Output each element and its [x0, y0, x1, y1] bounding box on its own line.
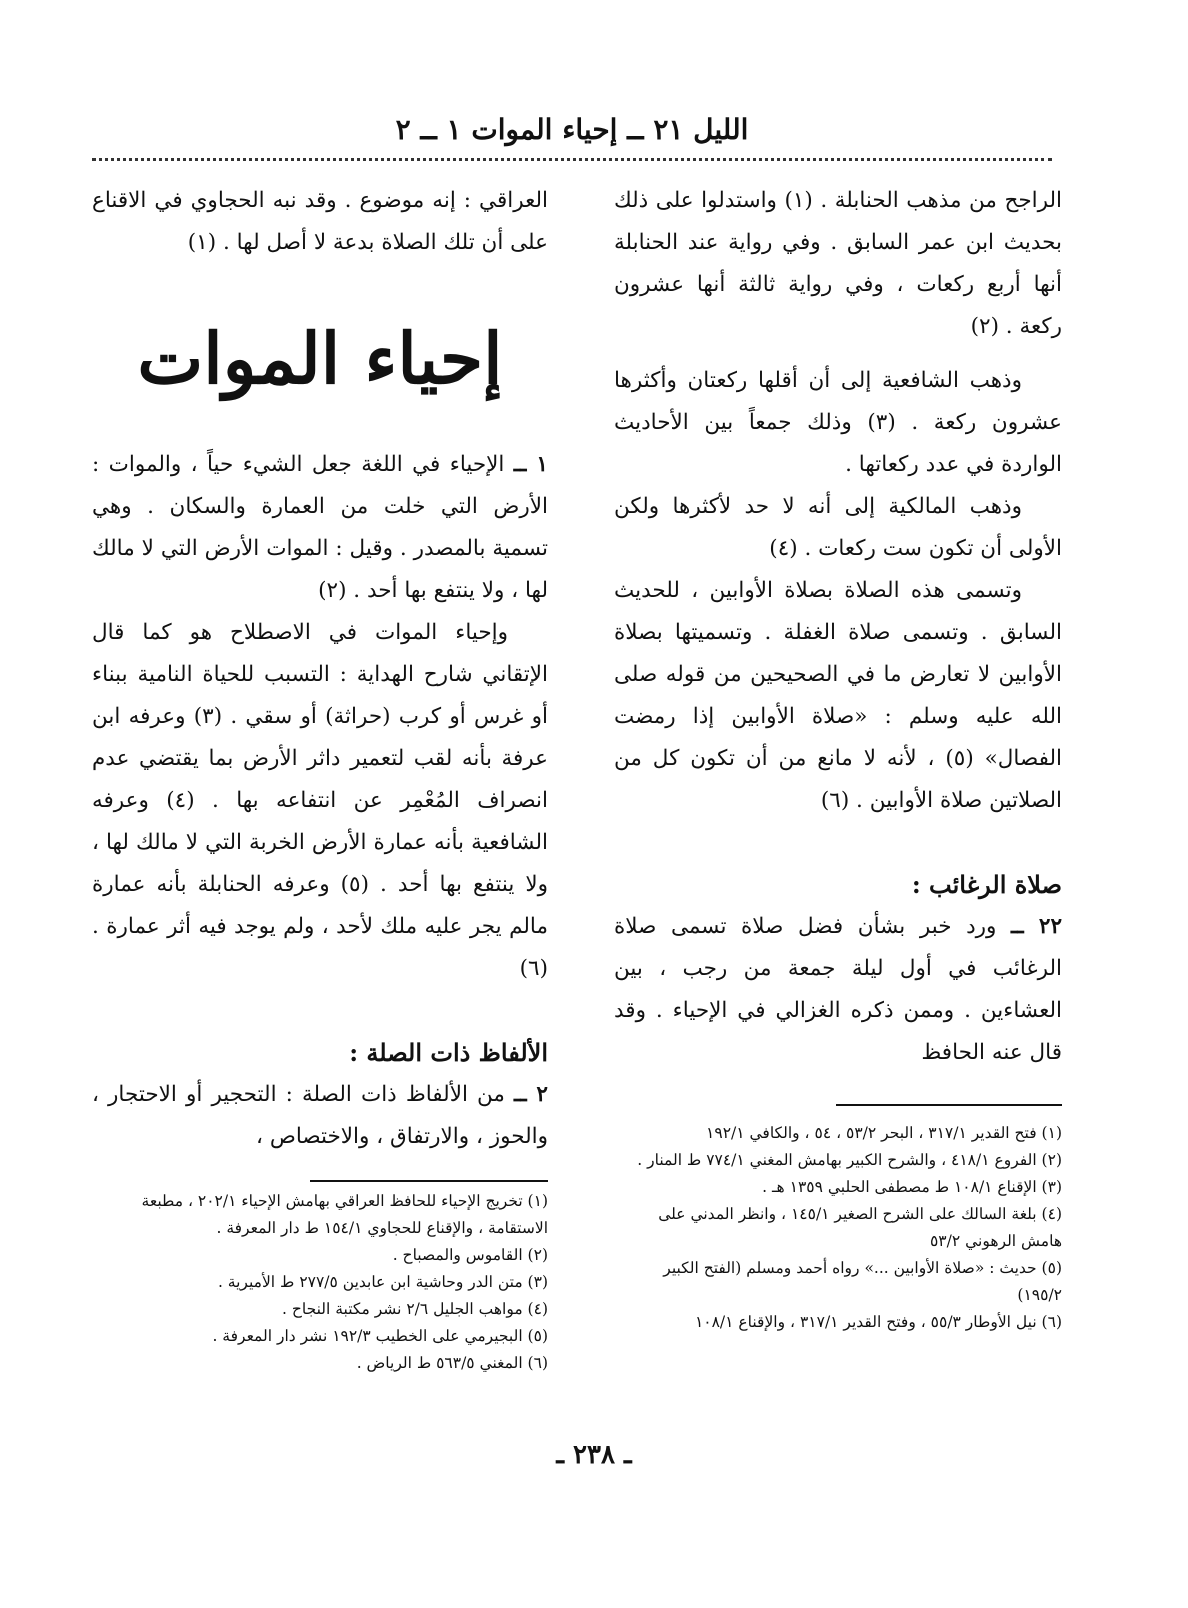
paragraph: الراجح من مذهب الحنابلة . (١) واستدلوا على ذلك بحديث ابن عمر السابق . وفي رواية عند الحنابلة أنها أربع ركعات ، وفي رواية ثالثة أنها عشرون ركعة . (٢)	[614, 188, 1062, 339]
footnote: (٢) القاموس والمصباح .	[392, 1246, 548, 1264]
footnote: (٥) حديث : «صلاة الأوابين ...» رواه أحمد ومسلم (الفتح الكبير ١٩٥/٢)	[663, 1259, 1062, 1304]
footnote: (٥) البجيرمي على الخطيب ١٩٢/٣ نشر دار المعرفة .	[212, 1327, 548, 1345]
footnote-rule	[836, 1104, 1062, 1106]
footnote: (١) فتح القدير ٣١٧/١ ، البحر ٥٣/٢ ، ٥٤ ، والكافي ١٩٢/١	[706, 1124, 1062, 1142]
chapter-title: إحياء الموات	[137, 317, 503, 400]
footnote: (٣) الإقناع ١٠٨/١ ط مصطفى الحلبي ١٣٥٩ هـ .	[762, 1178, 1062, 1196]
header-dotted-divider	[92, 158, 1052, 161]
paragraph-number: ٢ ــ	[514, 1082, 548, 1107]
paragraph: وذهب المالكية إلى أنه لا حد لأكثرها ولكن الأولى أن تكون ست ركعات . (٤)	[614, 494, 1062, 561]
footnote-rule	[310, 1180, 548, 1182]
footnotes-left	[92, 1188, 548, 1377]
paragraph-text: ورد خبر بشأن فضل صلاة تسمى صلاة الرغائب في أول ليلة جمعة من رجب ، بين العشاءين . وممن ذكره الغزالي في الإحياء . وقد قال عنه الحافظ	[614, 914, 1062, 1065]
paragraph	[92, 444, 548, 612]
paragraph-text: الإحياء في اللغة جعل الشيء حياً ، والموات : الأرض التي خلت من العمارة والسكان . وهي تسمية بالمصدر . وقيل : الموات الأرض التي لا مالك لها ، ولا ينتفع بها أحد . (٢)	[92, 452, 548, 603]
paragraph: العراقي : إنه موضوع . وقد نبه الحجاوي في الاقناع على أن تلك الصلاة بدعة لا أصل لها . (١)	[92, 188, 548, 255]
paragraph	[614, 906, 1062, 1074]
paragraph	[92, 1074, 548, 1158]
paragraph: وتسمى هذه الصلاة بصلاة الأوابين ، للحديث السابق . وتسمى صلاة الغفلة . وتسميتها بصلاة الأوابين لا تعارض ما في الصحيحين من قوله صلى الله عليه وسلم : «صلاة الأوابين إذا رمضت الفصال» (٥) ، لأنه لا مانع من أن تكون كل من الصلاتين صلاة الأوابين . (٦)	[614, 578, 1063, 813]
footnote: (٦) نيل الأوطار ٥٥/٣ ، وفتح القدير ٣١٧/١ ، والإقناع ١٠٨/١	[694, 1313, 1062, 1331]
section-heading: صلاة الرغائب :	[911, 870, 1062, 899]
running-header: الليل ٢١ ــ إحياء الموات ١ ــ ٢	[395, 113, 749, 146]
right-column	[614, 180, 1062, 1074]
paragraph-text: من الألفاظ ذات الصلة : التحجير أو الاحتجار ، والحوز ، والارتفاق ، والاختصاص ،	[92, 1082, 548, 1149]
left-column	[92, 180, 548, 1158]
paragraph-number: ٢٢ ــ	[1011, 914, 1062, 939]
footnote: (٣) متن الدر وحاشية ابن عابدين ٢٧٧/٥ ط الأميرية .	[217, 1273, 548, 1291]
footnote: (١) تخريج الإحياء للحافظ العراقي بهامش الإحياء ٢٠٢/١ ، مطبعة الاستقامة ، والإقناع للحجاوي ١٥٤/١ ط دار المعرفة .	[141, 1192, 548, 1237]
footnotes-right	[614, 1120, 1062, 1336]
page-number: ـ ٢٣٨ ـ	[556, 1440, 632, 1470]
paragraph: وذهب الشافعية إلى أن أقلها ركعتان وأكثرها عشرون ركعة . (٣) وذلك جمعاً بين الأحاديث الواردة في عدد ركعاتها .	[614, 368, 1062, 477]
footnote: (٤) بلغة السالك على الشرح الصغير ١٤٥/١ ، وانظر المدني على هامش الرهوني ٥٣/٢	[658, 1205, 1062, 1250]
paragraph-number: ١ ــ	[513, 452, 548, 477]
footnote: (٤) مواهب الجليل ٢/٦ نشر مكتبة النجاح .	[282, 1300, 548, 1318]
footnote: (٦) المغني ٥٦٣/٥ ط الرياض .	[356, 1354, 548, 1372]
paragraph: وإحياء الموات في الاصطلاح هو كما قال الإتقاني شارح الهداية : التسبب للحياة النامية ببناء أو غرس أو كرب (حراثة) أو سقي . (٣) وعرفه ابن عرفة بأنه لقب لتعمير داثر الأرض بما يقتضي عدم انصراف المُعْمِر عن انتفاعه بها . (٤) وعرفه الشافعية بأنه عمارة الأرض الخربة التي لا مالك لها ، ولا ينتفع بها أحد . (٥) وعرفه الحنابلة بأنه عمارة مالم يجر عليه ملك لأحد ، ولم يوجد فيه أثر عمارة . (٦)	[92, 620, 548, 981]
footnote: (٢) الفروع ٤١٨/١ ، والشرح الكبير بهامش المغني ٧٧٤/١ ط المنار .	[637, 1151, 1062, 1169]
section-heading: الألفاظ ذات الصلة :	[349, 1038, 548, 1067]
